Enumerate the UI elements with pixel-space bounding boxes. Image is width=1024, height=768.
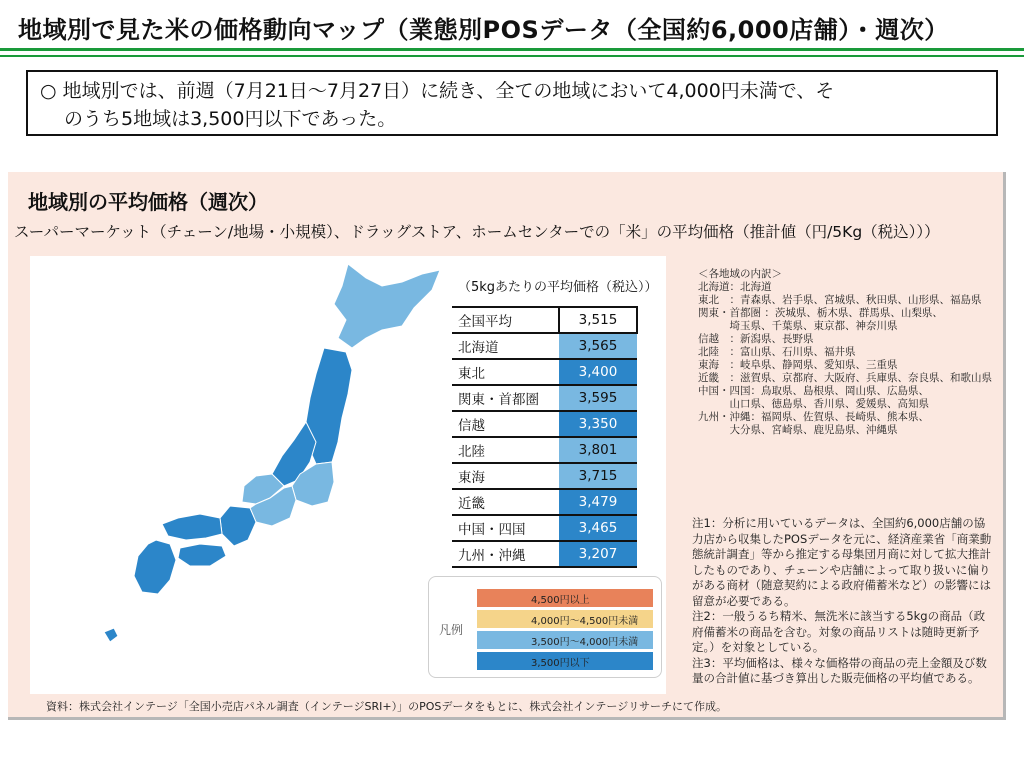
region-breakdown (698, 268, 992, 437)
summary-box (26, 70, 998, 136)
breakdown-line: 信越 ：新潟県、長野県 (698, 333, 814, 345)
table-row (452, 385, 637, 411)
summary-line-1: ○ 地域別では、前週（7月21日～7月27日）に続き、全ての地域において4,000円未満で、そ (40, 80, 835, 102)
breakdown-line: 北海道：北海道 (698, 281, 772, 293)
breakdown-line: 九州・沖縄：福岡県、佐賀県、長崎県、熊本県、 (698, 411, 929, 423)
panel-title: 地域別の平均価格（週次） (28, 190, 268, 214)
note-3: 注3：平均価格は、様々な価格帯の商品の売上金額及び数量の合計値に基づき算出した販売価格の平均値である。 (692, 655, 987, 685)
map-region-chugoku (162, 514, 222, 540)
map-region-kyushu (134, 540, 176, 594)
breakdown-line: 山口県、徳島県、香川県、愛媛県、高知県 (698, 398, 929, 410)
map-region-okinawa (104, 628, 118, 642)
legend-item-4000-4500 (477, 610, 655, 628)
legend-title: 凡例 (439, 623, 464, 637)
breakdown-line: 北陸 ：富山県、石川県、福井県 (698, 346, 856, 358)
breakdown-line: 中国・四国：鳥取県、島根県、岡山県、広島県、 (698, 385, 929, 397)
title-underline-thin (0, 55, 1024, 57)
summary-line-2: のうち5地域は3,500円以下であった。 (64, 108, 397, 130)
note-2: 注2：一般うるち精米、無洗米に該当する5kgの商品（政府備蓄米の商品を含む。対象の商品リストは随時更新予定。）を対象としている。 (692, 609, 986, 654)
breakdown-line: 近畿 ：滋賀県、京都府、大阪府、兵庫県、奈良県、和歌山県 (698, 372, 992, 384)
breakdown-header: ＜各地域の内訳＞ (698, 268, 782, 280)
panel-subtitle: スーパーマーケット（チェーン/地場・小規模）、ドラッグストア、ホームセンターでの「米」の平均価格（推計値（円/5Kg（税込））） (14, 223, 940, 241)
region-name: 東海 (452, 463, 559, 489)
table-row-national-average (452, 307, 637, 333)
region-price: 3,479 (559, 489, 637, 515)
japan-map (30, 256, 450, 694)
map-region-hokkaido (334, 264, 440, 348)
table-row (452, 359, 637, 385)
table-caption: （5kgあたりの平均価格（税込）） (458, 280, 658, 295)
region-price: 3,350 (559, 411, 637, 437)
legend-label: 3,500円以下 (531, 657, 590, 669)
map-region-shikoku (178, 544, 226, 566)
region-price: 3,465 (559, 515, 637, 541)
table-row (452, 515, 637, 541)
region-name: 関東・首都圏 (452, 385, 559, 411)
region-name: 近畿 (452, 489, 559, 515)
page-title: 地域別で見た米の価格動向マップ（業態別POSデータ（全国約6,000店舗）・週次） (18, 16, 949, 44)
title-underline-thick (0, 48, 1024, 51)
region-name: 全国平均 (452, 307, 559, 333)
notes (692, 516, 992, 687)
table-row (452, 489, 637, 515)
region-name: 北海道 (452, 333, 559, 359)
region-name: 信越 (452, 411, 559, 437)
price-table (452, 306, 638, 568)
table-row (452, 463, 637, 489)
legend-item-3500-4000 (477, 631, 655, 649)
legend-label: 3,500円～4,000円未満 (531, 636, 639, 648)
note-1: 注1：分析に用いているデータは、全国約6,000店舗の協力店から収集したPOSデータを元に、経済産業省「商業動態統計調査」等から推定する母集団月商に対して拡大推計したものであり、チェーンや店舗によって取り扱いに偏りがある商材（随意契約による政府備蓄米など）の影響には留意が必要である。 (692, 516, 992, 608)
region-price: 3,565 (559, 333, 637, 359)
table-row (452, 411, 637, 437)
region-price: 3,801 (559, 437, 637, 463)
region-name: 北陸 (452, 437, 559, 463)
table-row (452, 541, 637, 567)
region-price: 3,400 (559, 359, 637, 385)
table-row (452, 437, 637, 463)
source-note: 資料：株式会社インテージ「全国小売店パネル調査（インテージSRI+）」のPOSデータをもとに、株式会社インテージリサーチにて作成。 (46, 700, 727, 713)
breakdown-line: 埼玉県、千葉県、東京都、神奈川県 (698, 320, 898, 332)
breakdown-line: 関東・首都圏 ：茨城県、栃木県、群馬県、山梨県、 (698, 307, 943, 319)
breakdown-line: 東北 ：青森県、岩手県、宮城県、秋田県、山形県、福島県 (698, 294, 982, 306)
breakdown-line: 東海 ：岐阜県、静岡県、愛知県、三重県 (698, 359, 898, 371)
legend-item-3500-under (477, 652, 655, 670)
region-name: 東北 (452, 359, 559, 385)
region-price: 3,715 (559, 463, 637, 489)
region-price: 3,207 (559, 541, 637, 567)
region-price: 3,595 (559, 385, 637, 411)
legend-item-4500-plus (477, 589, 655, 607)
legend-box (428, 576, 662, 678)
legend-label: 4,000円～4,500円未満 (531, 615, 639, 627)
breakdown-line: 大分県、宮崎県、鹿児島県、沖縄県 (698, 424, 898, 436)
map-region-kinki (220, 506, 256, 546)
region-price: 3,515 (559, 307, 637, 333)
region-name: 中国・四国 (452, 515, 559, 541)
legend-label: 4,500円以上 (531, 594, 590, 606)
table-row (452, 333, 637, 359)
region-name: 九州・沖縄 (452, 541, 559, 567)
